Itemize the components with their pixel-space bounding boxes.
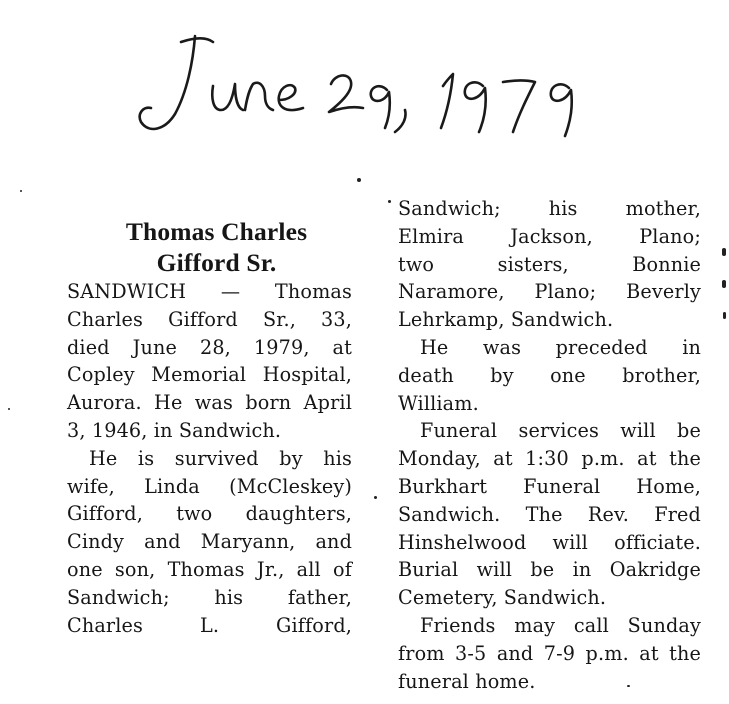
text-line: from 3-5 and 7-9 p.m. at the	[398, 641, 701, 665]
text-line: He was preceded in	[420, 335, 701, 359]
text-line: funeral home.	[398, 669, 536, 693]
text-line: Sandwich. The Rev. Fred	[398, 502, 701, 526]
headline-line-2: Gifford Sr.	[156, 248, 277, 277]
scan-speck	[20, 190, 22, 192]
text-line: Copley Memorial Hospital,	[67, 363, 352, 387]
headline-line-1: Thomas Charles	[125, 217, 308, 246]
text-line: two sisters, Bonnie	[398, 252, 701, 276]
scan-speck	[388, 200, 391, 203]
scan-speck	[722, 280, 726, 288]
paragraph-survivors	[67, 445, 352, 640]
paragraph-funeral-services	[398, 417, 701, 612]
text-line: Funeral services will be	[420, 419, 701, 443]
text-line: William.	[398, 391, 479, 415]
scan-speck	[374, 496, 377, 499]
text-line: Lehrkamp, Sandwich.	[398, 308, 614, 332]
text-line: Charles Gifford Sr., 33,	[67, 307, 352, 331]
text-line: Elmira Jackson, Plano;	[398, 224, 701, 248]
handwritten-date	[135, 22, 595, 142]
text-line: Burkhart Funeral Home,	[398, 474, 701, 498]
text-line: death by one brother,	[398, 363, 701, 387]
text-line: one son, Thomas Jr., all of	[67, 557, 352, 581]
text-line: He is survived by his	[89, 446, 352, 470]
right-column	[398, 195, 701, 695]
handwritten-date-signature	[135, 22, 595, 142]
text-line: Charles L. Gifford,	[67, 613, 352, 637]
text-line: Sandwich; his father,	[67, 585, 352, 609]
left-column	[67, 216, 352, 639]
text-line: Cemetery, Sandwich.	[398, 586, 607, 610]
text-line: 3, 1946, in Sandwich.	[67, 418, 282, 442]
text-line: Cindy and Maryann, and	[67, 530, 352, 554]
text-line: Aurora. He was born April	[67, 391, 352, 415]
paragraph-preceded	[398, 334, 701, 417]
paragraph-death-notice	[67, 278, 352, 445]
paragraph-survivors-continued	[398, 195, 701, 334]
text-line: Hinshelwood will officiate.	[398, 530, 701, 554]
paragraph-visitation	[398, 612, 701, 695]
text-line: SANDWICH — Thomas	[67, 280, 352, 303]
scan-speck	[723, 312, 726, 319]
scan-speck	[8, 408, 10, 410]
obituary-headline	[67, 216, 352, 278]
text-line: Gifford, two daughters,	[67, 502, 352, 526]
text-line: Burial will be in Oakridge	[398, 558, 701, 582]
text-line: died June 28, 1979, at	[67, 335, 352, 359]
text-line: wife, Linda (McCleskey)	[67, 474, 352, 498]
scan-speck	[722, 248, 726, 256]
text-line: Sandwich; his mother,	[398, 197, 701, 220]
text-line: Monday, at 1:30 p.m. at the	[398, 447, 701, 471]
text-line: Naramore, Plano; Beverly	[398, 280, 701, 304]
text-line: Friends may call Sunday	[420, 613, 701, 637]
scan-speck	[627, 685, 630, 687]
scan-speck	[357, 178, 361, 182]
